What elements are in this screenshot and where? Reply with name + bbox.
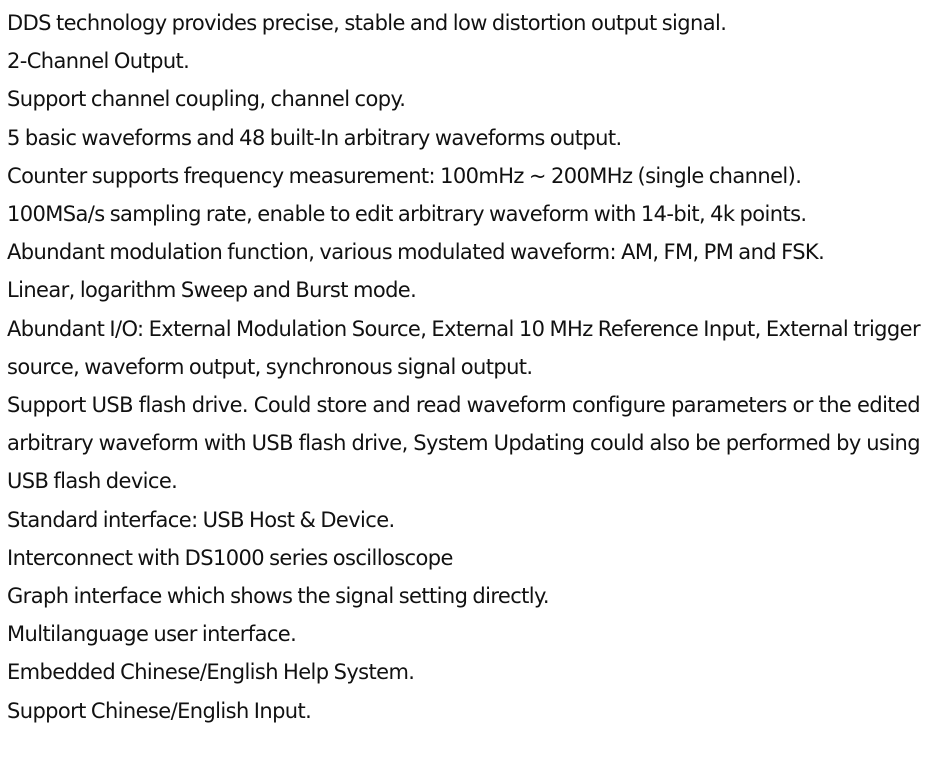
feature-item-io: Abundant I/O: External Modulation Source, External 10 MHz Reference Input, External trigger source, waveform output, synchronous signal output.: [7, 316, 920, 379]
feature-item-oscilloscope: Interconnect with DS1000 series oscilloscope: [7, 545, 453, 570]
feature-item-modulation: Abundant modulation function, various modulated waveform: AM, FM, PM and FSK.: [7, 240, 825, 265]
feature-item-channel-output: 2-Channel Output.: [7, 49, 190, 74]
feature-item-standard-interface: Standard interface: USB Host & Device.: [7, 507, 395, 532]
feature-item-dds: DDS technology provides precise, stable and low distortion output signal.: [7, 11, 727, 35]
feature-item-multilanguage: Multilanguage user interface.: [7, 622, 297, 647]
feature-item-graph-interface: Graph interface which shows the signal setting directly.: [7, 584, 549, 609]
feature-item-help-system: Embedded Chinese/English Help System.: [7, 660, 415, 685]
feature-item-counter: Counter supports frequency measurement: 100mHz ~ 200MHz (single channel).: [7, 163, 802, 188]
feature-item-usb-flash: Support USB flash drive. Could store and read waveform configure parameters or the edited arbitrary waveform with USB flash drive, System Updating could also be performed by using USB flash device.: [7, 393, 920, 494]
feature-item-channel-coupling: Support channel coupling, channel copy.: [7, 87, 406, 112]
feature-item-waveforms: 5 basic waveforms and 48 built-In arbitrary waveforms output.: [7, 125, 622, 150]
feature-item-input: Support Chinese/English Input.: [7, 698, 312, 723]
feature-item-sweep-burst: Linear, logarithm Sweep and Burst mode.: [7, 278, 417, 303]
feature-item-sampling-rate: 100MSa/s sampling rate, enable to edit arbitrary waveform with 14-bit, 4k points.: [7, 202, 807, 227]
